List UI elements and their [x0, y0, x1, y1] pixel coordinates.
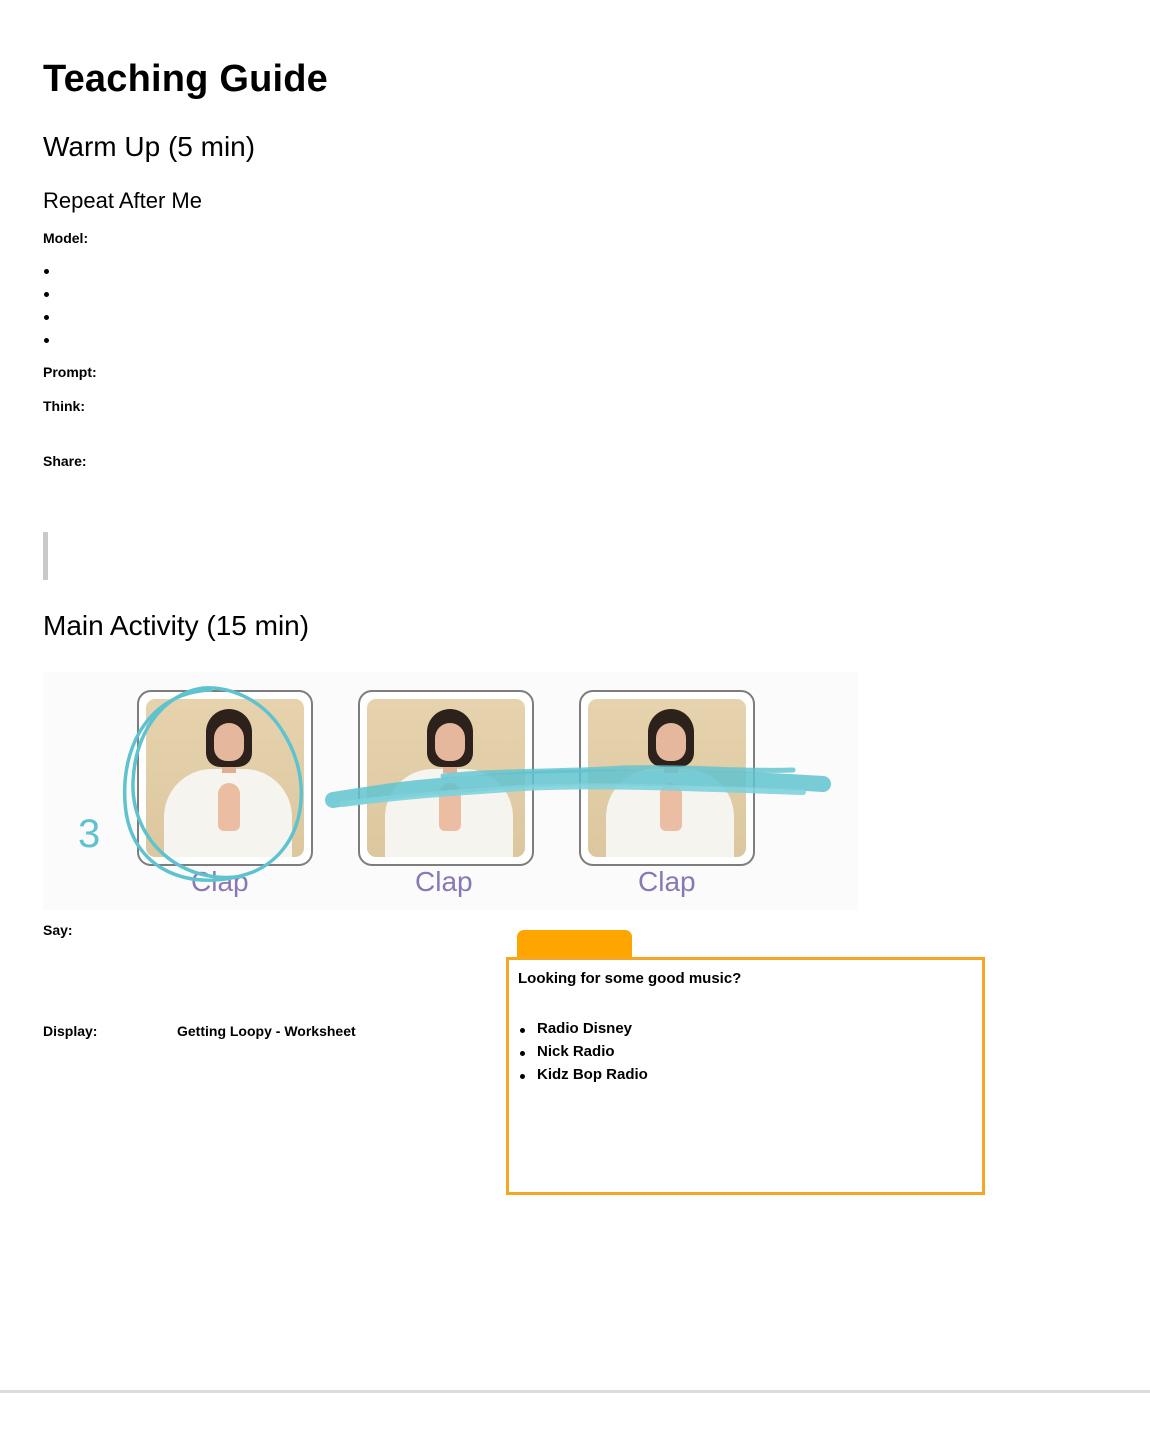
page-title: Teaching Guide — [43, 58, 329, 100]
clap-caption: Clap — [415, 866, 473, 897]
blockquote-bar — [43, 532, 48, 580]
main-activity-heading: Main Activity (15 min) — [43, 610, 310, 641]
count-number: 3 — [78, 812, 101, 856]
list-item: Radio Disney — [518, 1020, 648, 1043]
say-label: Say: — [43, 922, 73, 938]
display-value: Getting Loopy - Worksheet — [177, 1023, 356, 1039]
tip-box-list — [518, 1020, 648, 1089]
tip-box-title: Looking for some good music? — [518, 970, 742, 987]
tip-box-tab — [517, 930, 632, 960]
footer-divider — [0, 1390, 1150, 1393]
list-item: Nick Radio — [518, 1043, 648, 1066]
warm-up-heading: Warm Up (5 min) — [43, 131, 256, 162]
teal-annotations — [43, 672, 858, 910]
prompt-label: Prompt: — [43, 364, 97, 380]
clap-caption: Clap — [638, 866, 696, 897]
think-label: Think: — [43, 398, 85, 414]
clap-caption: Clap — [191, 866, 249, 897]
circle-scribble — [125, 688, 302, 880]
model-label: Model: — [43, 230, 89, 246]
list-item: Kidz Bop Radio — [518, 1066, 648, 1089]
clap-pattern-image — [43, 672, 858, 910]
display-label: Display: — [43, 1023, 98, 1039]
warm-up-subheading: Repeat After Me — [43, 188, 202, 213]
share-label: Share: — [43, 453, 87, 469]
